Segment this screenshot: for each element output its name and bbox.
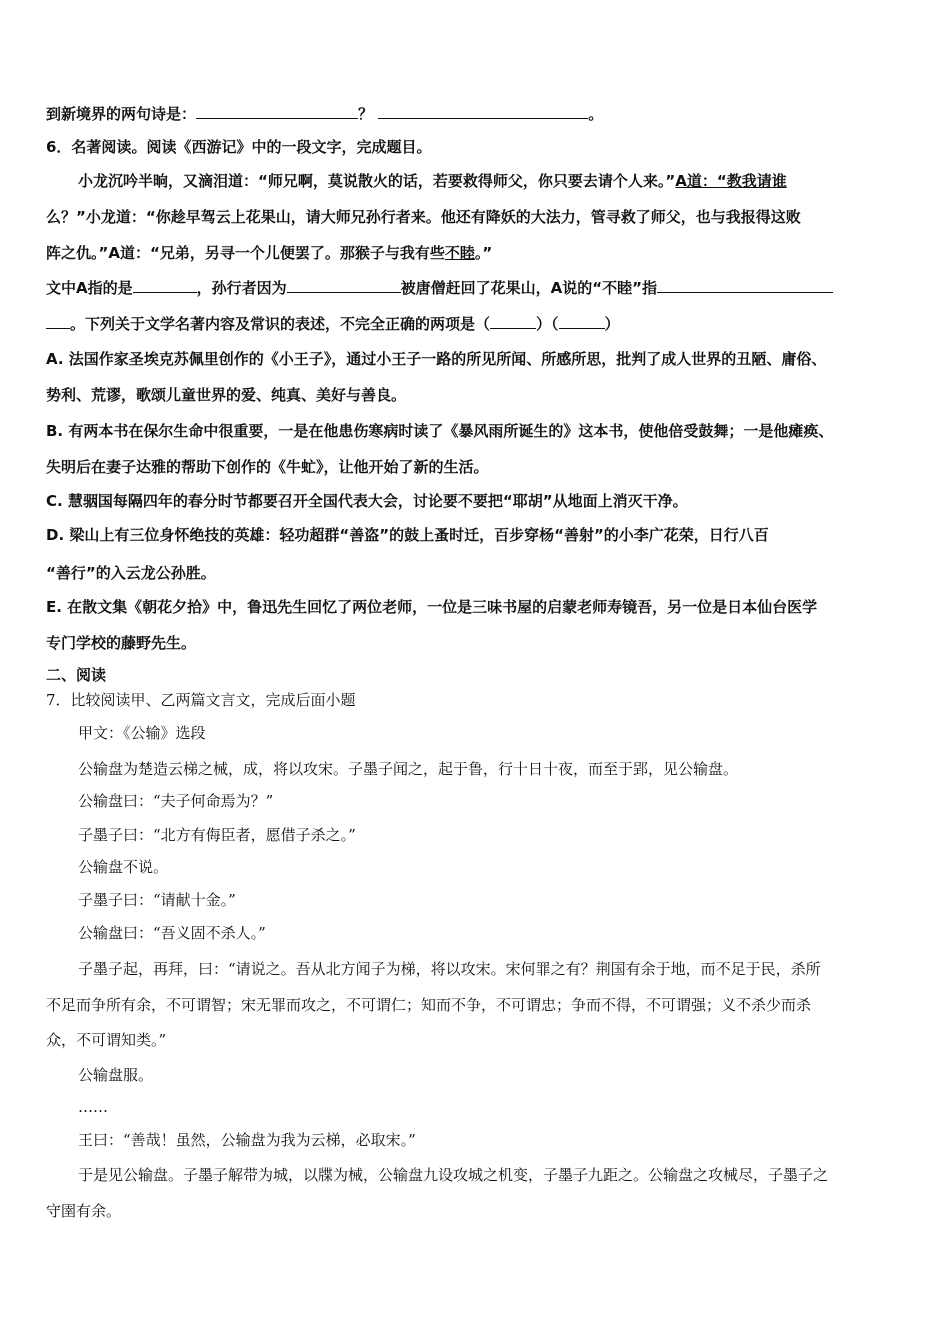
classical-line: 公输盘为楚造云梯之械，成，将以攻宋。子墨子闻之，起于鲁，行十日十夜，而至于郢，见公输盘。 — [78, 760, 739, 778]
q5-answer-line — [46, 102, 906, 125]
classical-line: 公输盘曰：“夫子何命焉为？” — [78, 792, 274, 810]
option-a: A. 法国作家圣埃克苏佩里创作的《小王子》，通过小王子一路的所见所闻、所感所思，批判了成人世界的丑陋、庸俗、 — [46, 350, 827, 368]
choice-blank[interactable] — [559, 312, 605, 329]
classical-line: 王曰：“善哉！虽然，公输盘为我为云梯，必取宋。” — [78, 1131, 416, 1149]
ellipsis: …… — [78, 1098, 108, 1116]
passage-text: A道：“兄弟，另寻一个儿便罢了。那猴子与我有些 — [108, 244, 445, 262]
classical-line: 公输盘服。 — [78, 1066, 154, 1084]
option-b: B. 有两本书在保尔生命中很重要，一是在他患伤寒病时读了《暴风雨所诞生的》这本书，使他倍受鼓舞；一是他瘫痪、 — [46, 422, 834, 440]
classical-line: 子墨子曰：“请献十金。” — [78, 891, 236, 909]
q7-title: 7．比较阅读甲、乙两篇文言文，完成后面小题 — [46, 691, 356, 709]
fill-text: 被唐僧赶回了花果山，A说的“不睦”指 — [400, 279, 657, 297]
classical-line: 众，不可谓知类。” — [46, 1031, 167, 1049]
q5-separator: ？ — [358, 105, 374, 123]
choice-blank[interactable] — [490, 312, 536, 329]
classical-line: 守圉有余。 — [46, 1202, 122, 1220]
q5-prompt: 到新境界的两句诗是： — [46, 105, 197, 123]
classical-line: 子墨子起，再拜，曰：“请说之。吾从北方闻子为梯，将以攻宋。宋何罪之有？荆国有余于地，而不足于民，杀所 — [78, 960, 821, 978]
option-e: E. 在散文集《朝花夕拾》中，鲁迅先生回忆了两位老师，一位是三味书屋的启蒙老师寿镜吾，另一位是日本仙台医学 — [46, 598, 818, 616]
option-d: D. 梁山上有三位身怀绝技的英雄：轻功超群“善盗”的鼓上蚤时迁，百步穿杨“善射”的小李广花荣，日行八百 — [46, 526, 769, 544]
classical-line: 公输盘不说。 — [78, 858, 169, 876]
q6-passage-line — [78, 170, 906, 192]
section-heading: 二、阅读 — [46, 666, 107, 684]
passage-keyword: 不睦 — [444, 244, 475, 262]
option-d-cont: “善行”的入云龙公孙胜。 — [46, 564, 216, 582]
option-e-cont: 专门学校的藤野先生。 — [46, 634, 197, 652]
q5-end: 。 — [588, 105, 604, 123]
option-c: C. 慧骃国每隔四年的春分时节都要召开全国代表大会，讨论要不要把“耶胡”从地面上消灭干净。 — [46, 492, 688, 510]
passage-text: 小龙沉吟半晌，又滴泪道：“师兄啊，莫说散火的话，若要救得师父，你只要去请个人来。” — [78, 172, 676, 190]
choose-text: ）（ — [536, 315, 559, 333]
answer-blank[interactable] — [133, 276, 197, 293]
q6-fill-line — [46, 276, 906, 299]
answer-blank[interactable] — [287, 276, 401, 293]
classical-line: 于是见公输盘。子墨子解带为城，以牒为械，公输盘九设攻城之机变，子墨子九距之。公输盘之攻械尽，子墨子之 — [78, 1166, 829, 1184]
option-b-cont: 失明后在妻子达雅的帮助下创作的《牛虻》，让他开始了新的生活。 — [46, 458, 489, 476]
passage-text: 阵之仇。” — [46, 244, 109, 262]
choose-text: ） — [604, 315, 620, 333]
answer-blank[interactable] — [196, 102, 358, 119]
answer-blank[interactable] — [46, 312, 70, 329]
q6-title: 6．名著阅读。阅读《西游记》中的一段文字，完成题目。 — [46, 138, 432, 156]
fill-text: 文中A指的是 — [46, 279, 133, 297]
classical-line: 公输盘曰：“吾义固不杀人。” — [78, 924, 266, 942]
q6-choose-line — [46, 312, 906, 335]
q6-passage-line — [46, 242, 906, 264]
q6-passage-line: 么？”小龙道：“你趁早驾云上花果山，请大师兄孙行者来。他还有降妖的大法力，管寻救了师父，也与我报得这败 — [46, 208, 801, 226]
text-a-title: 甲文：《公输》选段 — [78, 724, 206, 742]
option-a-cont: 势利、荒谬，歌颂儿童世界的爱、纯真、美好与善良。 — [46, 386, 407, 404]
fill-text: ，孙行者因为 — [196, 279, 287, 297]
passage-text: 。” — [474, 244, 493, 262]
classical-line: 不足而争所有余，不可谓智；宋无罪而攻之，不可谓仁；知而不争，不可谓忠；争而不得，不可谓强；义不杀少而杀 — [46, 996, 812, 1014]
answer-blank[interactable] — [378, 102, 588, 119]
passage-text: A道：“教我请谁 — [675, 172, 787, 190]
answer-blank[interactable] — [657, 276, 833, 293]
classical-line: 子墨子曰：“北方有侮臣者，愿借子杀之。” — [78, 826, 356, 844]
choose-text: 。下列关于文学名著内容及常识的表述，不完全正确的两项是（ — [70, 315, 491, 333]
